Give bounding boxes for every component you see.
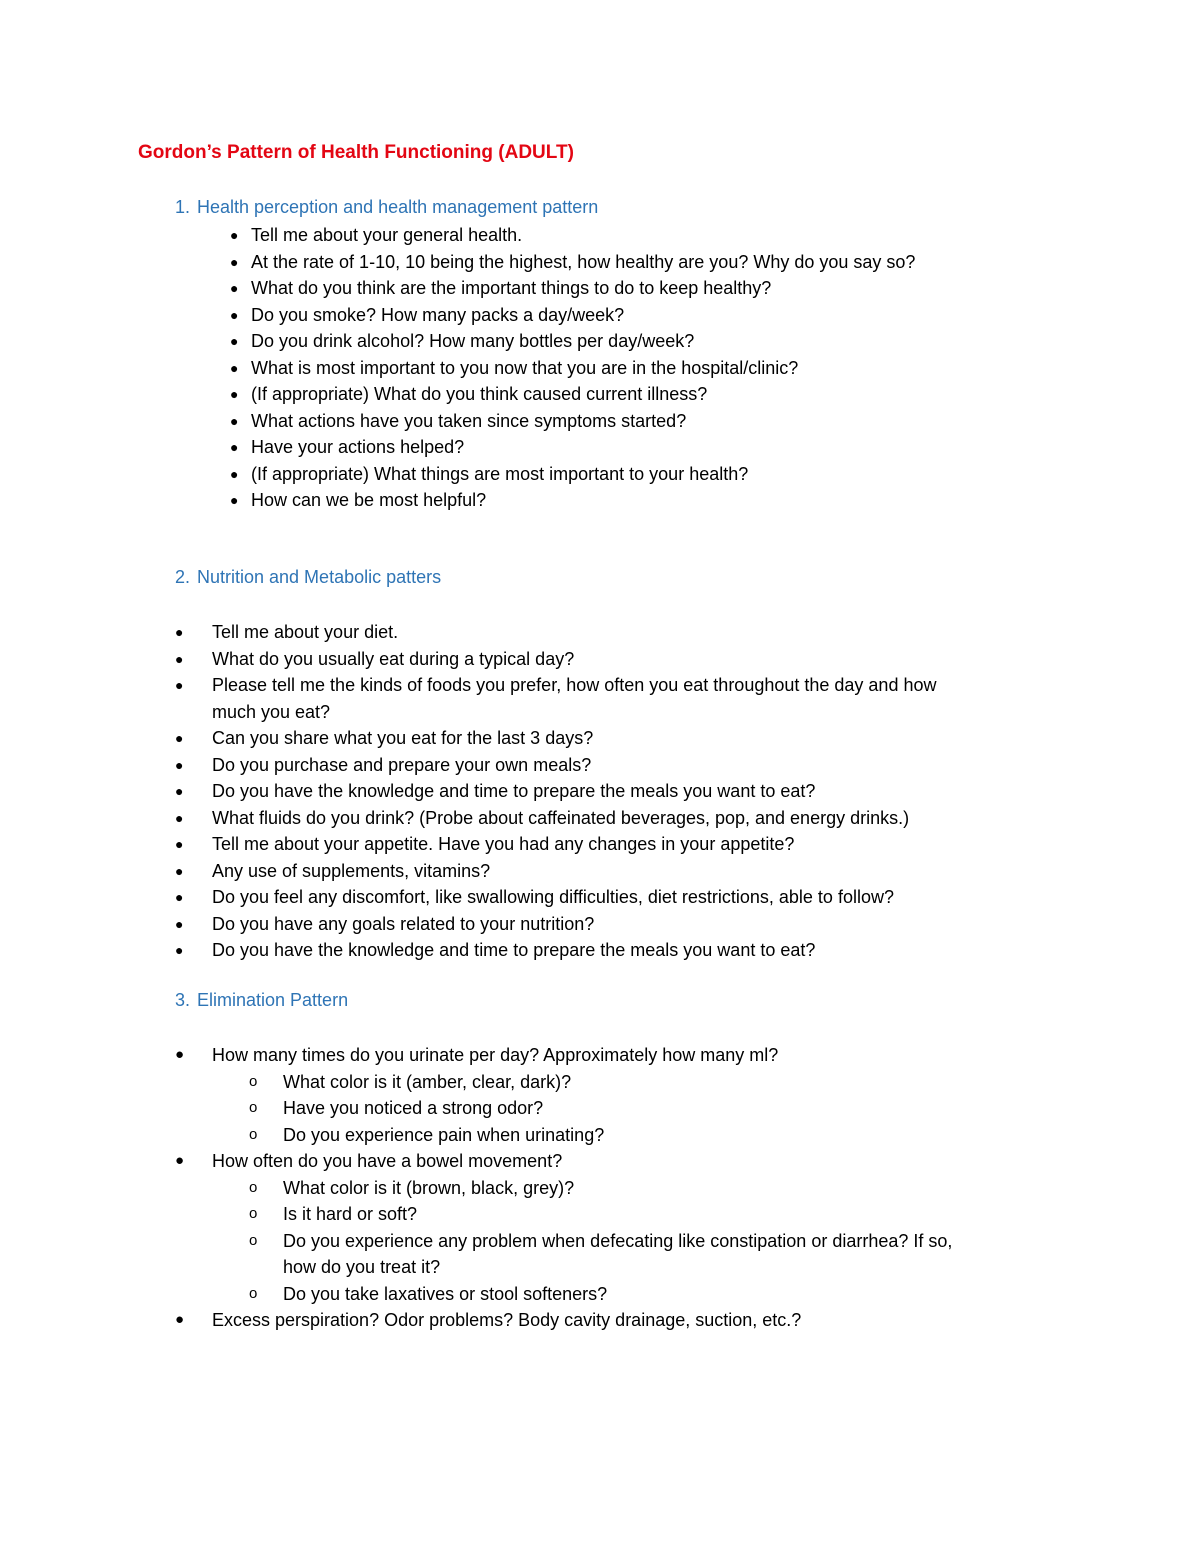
bullet-icon: ●	[175, 730, 184, 746]
list-item: ● Do you smoke? How many packs a day/week?	[230, 302, 915, 329]
list-item: ● Do you have any goals related to your nutrition?	[175, 911, 936, 938]
list-item: ● Have your actions helped?	[230, 434, 915, 461]
bullet-icon: ●	[175, 1311, 185, 1328]
list-item: ● Do you feel any discomfort, like swallowing difficulties, diet restrictions, able to follow?	[175, 884, 936, 911]
sub-list-item: o What color is it (amber, clear, dark)?	[175, 1069, 952, 1096]
list-item: ● What is most important to you now that you are in the hospital/clinic?	[230, 355, 915, 382]
list-item: ● How many times do you urinate per day? Approximately how many ml?	[175, 1042, 952, 1069]
list-item: ● What fluids do you drink? (Probe about caffeinated beverages, pop, and energy drinks.)	[175, 805, 936, 832]
sub-list-item: o Is it hard or soft?	[175, 1201, 952, 1228]
bullet-icon: ●	[230, 386, 239, 402]
section-1-title: Health perception and health management pattern	[197, 197, 599, 217]
bullet-icon: ●	[230, 492, 239, 508]
bullet-icon: ●	[230, 333, 239, 349]
list-item: ● How often do you have a bowel movement?	[175, 1148, 952, 1175]
list-item: ● Tell me about your diet.	[175, 619, 936, 646]
bullet-icon: ●	[175, 836, 184, 852]
bullet-icon: ●	[175, 915, 184, 932]
circle-bullet-icon: o	[249, 1231, 258, 1249]
section-3-title: Elimination Pattern	[197, 990, 349, 1010]
sub-list-item: o Do you experience pain when urinating?	[175, 1122, 952, 1149]
circle-bullet-icon: o	[249, 1178, 258, 1196]
bullet-icon: ●	[230, 253, 239, 270]
list-item: ● What actions have you taken since symptoms started?	[230, 408, 915, 435]
section-3-list	[175, 1042, 952, 1334]
sub-list-item: o Do you experience any problem when defecating like constipation or diarrhea? If so,	[175, 1228, 952, 1255]
bullet-icon: ●	[175, 1152, 185, 1169]
list-item: ● (If appropriate) What do you think caused current illness?	[230, 381, 915, 408]
list-item: ● Can you share what you eat for the last 3 days?	[175, 725, 936, 752]
bullet-icon: ●	[175, 624, 184, 640]
bullet-icon: ●	[175, 650, 184, 667]
bullet-icon: ●	[230, 412, 239, 429]
bullet-icon: ●	[175, 1046, 185, 1063]
bullet-icon: ●	[230, 439, 239, 455]
bullet-icon: ●	[175, 756, 184, 773]
section-3-number: 3.	[175, 990, 191, 1010]
circle-bullet-icon: o	[249, 1099, 258, 1116]
list-item: ● Tell me about your appetite. Have you had any changes in your appetite?	[175, 831, 936, 858]
circle-bullet-icon: o	[249, 1284, 258, 1302]
list-item: ● Do you have the knowledge and time to prepare the meals you want to eat?	[175, 937, 936, 964]
bullet-icon: ●	[230, 280, 239, 296]
section-2-list	[175, 619, 936, 964]
bullet-icon: ●	[175, 783, 184, 799]
list-item: ● Please tell me the kinds of foods you prefer, how often you eat throughout the day and how	[175, 672, 936, 699]
list-item-continuation: much you eat?	[212, 701, 331, 722]
document-title: Gordon’s Pattern of Health Functioning (ADULT)	[138, 142, 574, 163]
section-2-heading	[175, 567, 441, 588]
list-item: ● Tell me about your general health.	[230, 222, 915, 249]
bullet-icon: ●	[230, 465, 239, 482]
section-2-title: Nutrition and Metabolic patters	[197, 567, 442, 587]
section-3-heading	[175, 990, 348, 1011]
list-item: ● Do you have the knowledge and time to prepare the meals you want to eat?	[175, 778, 936, 805]
bullet-icon: ●	[175, 809, 184, 826]
bullet-icon: ●	[230, 306, 239, 323]
sub-list-item: o Have you noticed a strong odor?	[175, 1095, 952, 1122]
list-item: ● Do you drink alcohol? How many bottles per day/week?	[230, 328, 915, 355]
list-item: ● What do you usually eat during a typical day?	[175, 646, 936, 673]
bullet-icon: ●	[175, 862, 184, 879]
list-item: ● Any use of supplements, vitamins?	[175, 858, 936, 885]
list-item: ● What do you think are the important things to do to keep healthy?	[230, 275, 915, 302]
section-1-heading	[175, 197, 598, 218]
circle-bullet-icon: o	[249, 1125, 258, 1143]
circle-bullet-icon: o	[249, 1072, 258, 1090]
list-item: ● Excess perspiration? Odor problems? Body cavity drainage, suction, etc.?	[175, 1307, 952, 1334]
bullet-icon: ●	[230, 359, 239, 376]
bullet-icon: ●	[175, 942, 184, 958]
sub-list-item-continuation: how do you treat it?	[283, 1257, 441, 1277]
bullet-icon: ●	[175, 677, 184, 693]
section-2-number: 2.	[175, 567, 191, 587]
sub-list-item: o What color is it (brown, black, grey)?	[175, 1175, 952, 1202]
bullet-icon: ●	[230, 227, 239, 243]
section-1-list	[230, 222, 915, 514]
section-1-number: 1.	[175, 197, 191, 217]
list-item: ● How can we be most helpful?	[230, 487, 915, 514]
sub-list-item: o Do you take laxatives or stool softeners?	[175, 1281, 952, 1308]
list-item: ● Do you purchase and prepare your own meals?	[175, 752, 936, 779]
list-item: ● (If appropriate) What things are most important to your health?	[230, 461, 915, 488]
list-item: ● At the rate of 1-10, 10 being the highest, how healthy are you? Why do you say so?	[230, 249, 915, 276]
bullet-icon: ●	[175, 889, 184, 905]
circle-bullet-icon: o	[249, 1205, 258, 1222]
